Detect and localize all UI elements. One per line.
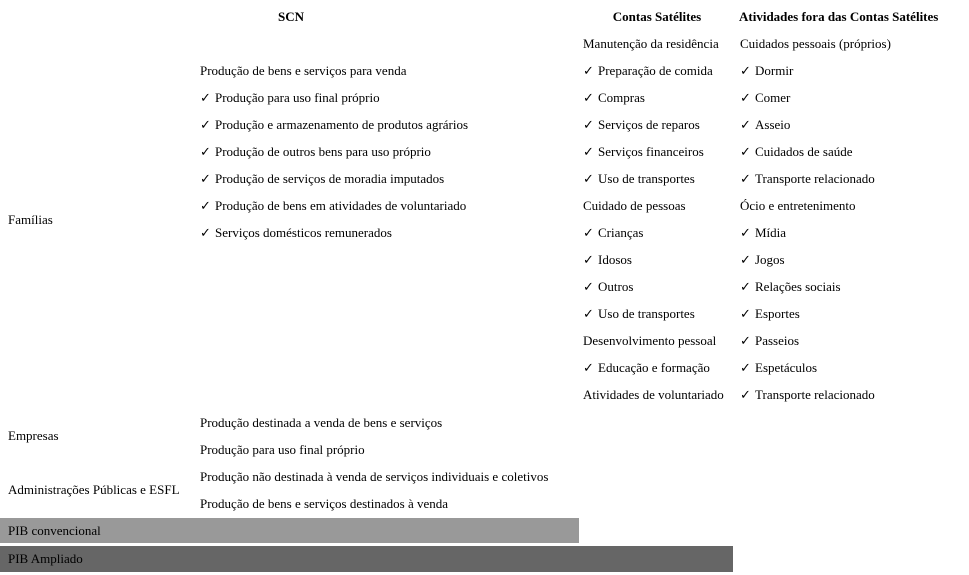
scn-empresas-items <box>200 409 442 463</box>
list-item <box>740 57 891 84</box>
list-item <box>583 327 724 354</box>
item-label: Passeios <box>755 332 800 348</box>
check-icon: ✓ <box>740 278 751 294</box>
list-item <box>740 300 891 327</box>
item-label: Produção de serviços de moradia imputados <box>215 170 445 186</box>
check-icon: ✓ <box>200 116 211 132</box>
check-icon: ✓ <box>583 278 594 294</box>
item-label: Transporte relacionado <box>755 170 875 186</box>
check-icon: ✓ <box>740 332 751 348</box>
check-icon: ✓ <box>583 170 594 186</box>
item-label: Asseio <box>755 116 791 132</box>
check-icon: ✓ <box>740 116 751 132</box>
list-item <box>583 57 724 84</box>
list-item <box>583 30 724 57</box>
check-icon: ✓ <box>200 224 211 240</box>
item-label: Produção de bens em atividades de voluntariado <box>215 197 467 213</box>
item-label: Produção não destinada à venda de serviços individuais e coletivos <box>200 468 549 484</box>
check-icon: ✓ <box>740 170 751 186</box>
check-icon: ✓ <box>200 143 211 159</box>
list-item <box>740 273 891 300</box>
item-label: Cuidados pessoais (próprios) <box>740 35 891 51</box>
list-item <box>740 111 891 138</box>
list-item <box>583 273 724 300</box>
item-label: Outros <box>598 278 634 294</box>
list-item <box>583 219 724 246</box>
item-label: Ócio e entretenimento <box>740 197 856 213</box>
item-label: Serviços de reparos <box>598 116 700 132</box>
item-label: Desenvolvimento pessoal <box>583 332 717 348</box>
item-label: Crianças <box>598 224 644 240</box>
list-item <box>740 192 891 219</box>
item-label: Manutenção da residência <box>583 35 719 51</box>
list-item <box>200 138 468 165</box>
check-icon: ✓ <box>583 305 594 321</box>
item-label: Cuidado de pessoas <box>583 197 686 213</box>
item-label: Transporte relacionado <box>755 386 875 402</box>
list-item <box>583 138 724 165</box>
pib-ampliado-label: PIB Ampliado <box>8 551 83 566</box>
check-icon: ✓ <box>200 197 211 213</box>
list-item <box>583 300 724 327</box>
item-label: Esportes <box>755 305 800 321</box>
list-item <box>583 192 724 219</box>
item-label: Jogos <box>755 251 785 267</box>
check-icon: ✓ <box>740 359 751 375</box>
item-label: Educação e formação <box>598 359 710 375</box>
list-item <box>200 111 468 138</box>
check-icon: ✓ <box>583 359 594 375</box>
item-label: Preparação de comida <box>598 62 713 78</box>
check-icon: ✓ <box>583 224 594 240</box>
item-label: Idosos <box>598 251 632 267</box>
list-item <box>200 219 468 246</box>
check-icon: ✓ <box>200 170 211 186</box>
list-item <box>583 84 724 111</box>
item-label: Produção para uso final próprio <box>215 89 380 105</box>
list-item <box>740 30 891 57</box>
pib-convencional-bar <box>0 518 579 543</box>
list-item <box>740 219 891 246</box>
item-label: Cuidados de saúde <box>755 143 853 159</box>
column-header-satellite: Contas Satélites <box>612 9 702 24</box>
item-label: Uso de transportes <box>598 305 695 321</box>
list-item <box>740 246 891 273</box>
list-item <box>740 327 891 354</box>
check-icon: ✓ <box>740 305 751 321</box>
list-item <box>740 84 891 111</box>
item-label: Produção de bens e serviços para venda <box>200 62 407 78</box>
entity-label-empresas: Empresas <box>8 428 59 443</box>
check-icon: ✓ <box>200 89 211 105</box>
item-label: Produção destinada a venda de bens e serviços <box>200 414 443 430</box>
outside-items-column <box>740 30 891 408</box>
item-label: Serviços financeiros <box>598 143 704 159</box>
column-header-scn: SCN <box>277 9 304 24</box>
item-label: Produção de bens e serviços destinados à venda <box>200 495 449 511</box>
list-item <box>200 409 442 436</box>
list-item <box>583 111 724 138</box>
check-icon: ✓ <box>583 251 594 267</box>
list-item <box>740 165 891 192</box>
check-icon: ✓ <box>740 224 751 240</box>
check-icon: ✓ <box>740 143 751 159</box>
list-item <box>583 381 724 408</box>
list-item <box>583 246 724 273</box>
check-icon: ✓ <box>583 143 594 159</box>
item-label: Atividades de voluntariado <box>583 386 724 402</box>
item-label: Serviços domésticos remunerados <box>215 224 392 240</box>
scn-apu-items <box>200 463 548 517</box>
item-label: Mídia <box>755 224 787 240</box>
list-item <box>200 436 442 463</box>
list-item <box>740 381 891 408</box>
list-item <box>740 354 891 381</box>
list-item <box>583 354 724 381</box>
pib-ampliado-bar <box>0 546 733 572</box>
list-item <box>740 138 891 165</box>
item-label: Comer <box>755 89 791 105</box>
pib-convencional-label: PIB convencional <box>8 522 101 538</box>
check-icon: ✓ <box>583 116 594 132</box>
item-label: Compras <box>598 89 645 105</box>
column-header-outside: Atividades fora das Contas Satélites <box>739 9 939 24</box>
list-item <box>200 490 548 517</box>
item-label: Produção e armazenamento de produtos agrários <box>215 116 469 132</box>
satellite-items-column <box>583 30 724 408</box>
check-icon: ✓ <box>740 251 751 267</box>
check-icon: ✓ <box>740 62 751 78</box>
list-item <box>200 84 468 111</box>
entity-label-familias: Famílias <box>8 212 53 227</box>
item-label: Produção para uso final próprio <box>200 441 365 457</box>
scn-familias-items <box>200 57 468 246</box>
check-icon: ✓ <box>740 386 751 402</box>
item-label: Uso de transportes <box>598 170 695 186</box>
item-label: Relações sociais <box>755 278 841 294</box>
check-icon: ✓ <box>740 89 751 105</box>
list-item <box>200 165 468 192</box>
entity-label-apu: Administrações Públicas e ESFL <box>8 482 180 497</box>
item-label: Espetáculos <box>755 359 818 375</box>
check-icon: ✓ <box>583 62 594 78</box>
list-item <box>200 192 468 219</box>
item-label: Dormir <box>755 62 794 78</box>
list-item <box>200 57 468 84</box>
list-item <box>200 463 548 490</box>
item-label: Produção de outros bens para uso próprio <box>215 143 431 159</box>
list-item <box>583 165 724 192</box>
check-icon: ✓ <box>583 89 594 105</box>
